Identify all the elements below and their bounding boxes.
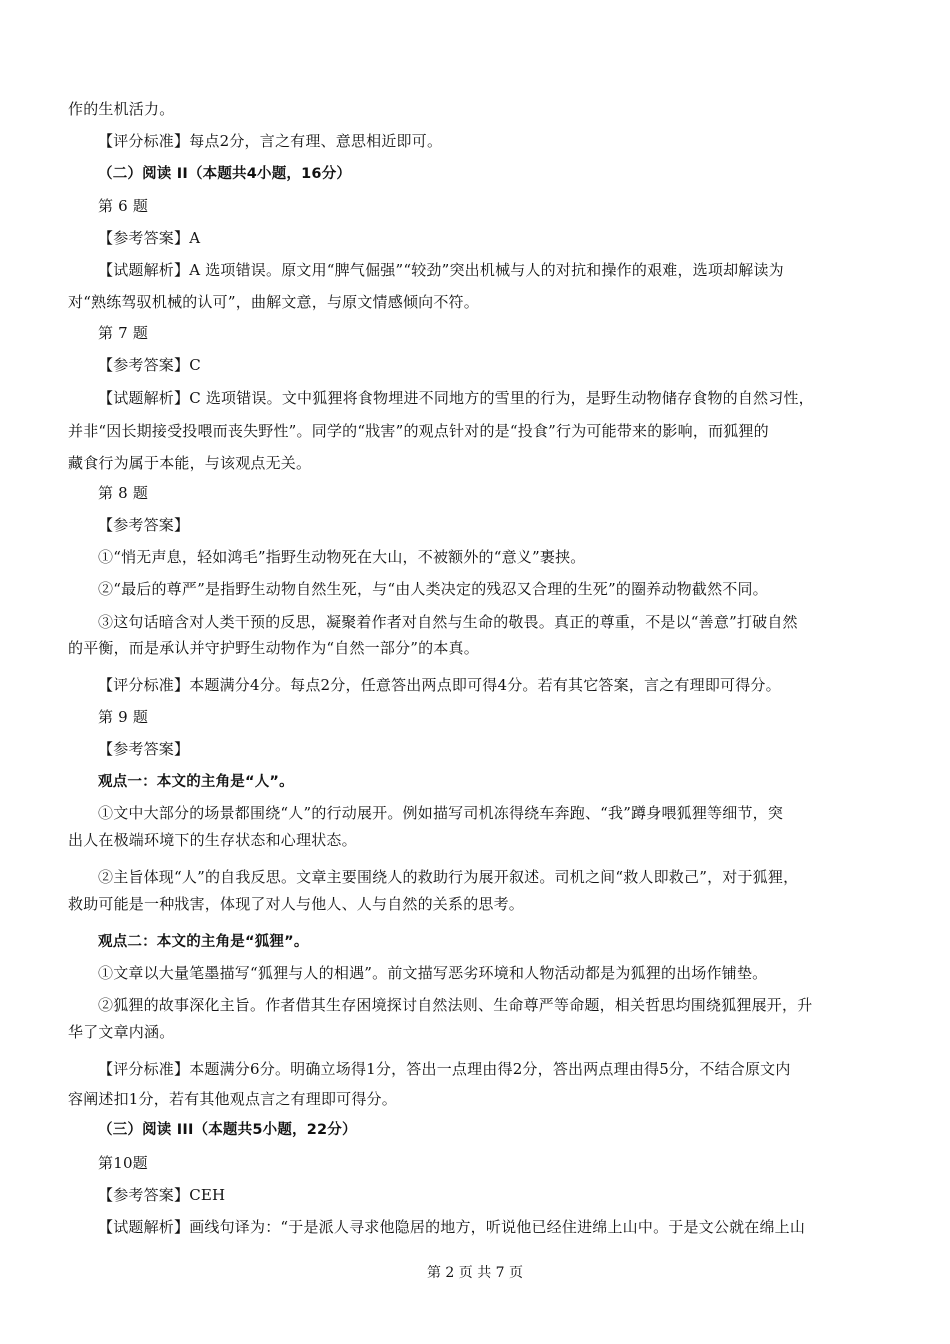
viewpoint-heading: 观点一：本文的主角是“人”。 <box>98 774 294 790</box>
text-line: 作的生机活力。 <box>68 100 175 118</box>
question-number: 第10题 <box>98 1154 148 1172</box>
text-line: 【参考答案】A <box>98 229 201 247</box>
text-line: 华了文章内涵。 <box>68 1023 175 1041</box>
text-line: 【评分标准】本题满分4分。每点2分，任意答出两点即可得4分。若有其它答案，言之有理即可得分。 <box>98 676 781 694</box>
text-line: ②主旨体现“人”的自我反思。文章主要围绕人的救助行为展开叙述。司机之间“救人即救己”，对于狐狸， <box>98 868 799 886</box>
question-number: 第 8 题 <box>98 484 149 502</box>
text-line: ①文中大部分的场景都围绕“人”的行动展开。例如描写司机冻得绕车奔跑、“我”蹲身喂狐狸等细节，突 <box>98 804 784 822</box>
text-line: ①文章以大量笔墨描写“狐狸与人的相遇”。前文描写恶劣环境和人物活动都是为狐狸的出场作铺垫。 <box>98 964 768 982</box>
text-line: 【参考答案】C <box>98 356 201 374</box>
question-number: 第 9 题 <box>98 708 149 726</box>
text-line: ①“悄无声息，轻如鸿毛”指野生动物死在大山，不被额外的“意义”裹挟。 <box>98 548 586 566</box>
section-heading: （三）阅读 III（本题共5小题，22分） <box>98 1122 357 1138</box>
page-footer: 第 2 页 共 7 页 <box>426 1265 524 1281</box>
text-line: ②狐狸的故事深化主旨。作者借其生存困境探讨自然法则、生命尊严等命题，相关哲思均围绕狐狸展开，升 <box>98 996 813 1014</box>
text-line: 【试题解析】C 选项错误。文中狐狸将食物埋进不同地方的雪里的行为，是野生动物储存食物的自然习性， <box>98 389 814 407</box>
text-line: 对“熟练驾驭机械的认可”，曲解文意，与原文情感倾向不符。 <box>68 293 479 311</box>
text-line: 的平衡，而是承认并守护野生动物作为“自然一部分”的本真。 <box>68 639 479 657</box>
text-line: 救助可能是一种戕害，体现了对人与他人、人与自然的关系的思考。 <box>68 895 525 913</box>
viewpoint-heading: 观点二：本文的主角是“狐狸”。 <box>98 934 309 950</box>
text-line: ③这句话暗含对人类干预的反思，凝聚着作者对自然与生命的敬畏。真正的尊重，不是以“善意”打破自然 <box>98 613 798 631</box>
text-line: 【评分标准】每点2分，言之有理、意思相近即可。 <box>98 132 443 150</box>
text-line: ②“最后的尊严”是指野生动物自然生死，与“由人类决定的残忍又合理的生死”的圈养动物截然不同。 <box>98 580 768 598</box>
text-line: 【参考答案】 <box>98 516 190 534</box>
text-line: 藏食行为属于本能，与该观点无关。 <box>68 454 312 472</box>
text-line: 【参考答案】 <box>98 740 190 758</box>
text-line: 容阐述扣1分，若有其他观点言之有理即可得分。 <box>68 1090 397 1108</box>
text-line: 【评分标准】本题满分6分。明确立场得1分，答出一点理由得2分，答出两点理由得5分，不结合原文内 <box>98 1060 791 1078</box>
text-line: 【参考答案】CEH <box>98 1186 226 1204</box>
text-line: 【试题解析】画线句译为：“于是派人寻求他隐居的地方，听说他已经住进绵上山中。于是文公就在绵上山 <box>98 1218 806 1236</box>
text-line: 【试题解析】A 选项错误。原文用“脾气倔强”“较劲”突出机械与人的对抗和操作的艰难，选项却解读为 <box>98 261 784 279</box>
text-line: 并非“因长期接受投喂而丧失野性”。同学的“戕害”的观点针对的是“投食”行为可能带来的影响，而狐狸的 <box>68 422 769 440</box>
text-line: 出人在极端环境下的生存状态和心理状态。 <box>68 831 357 849</box>
section-heading: （二）阅读 II（本题共4小题，16分） <box>98 166 352 182</box>
question-number: 第 6 题 <box>98 197 149 215</box>
question-number: 第 7 题 <box>98 324 149 342</box>
